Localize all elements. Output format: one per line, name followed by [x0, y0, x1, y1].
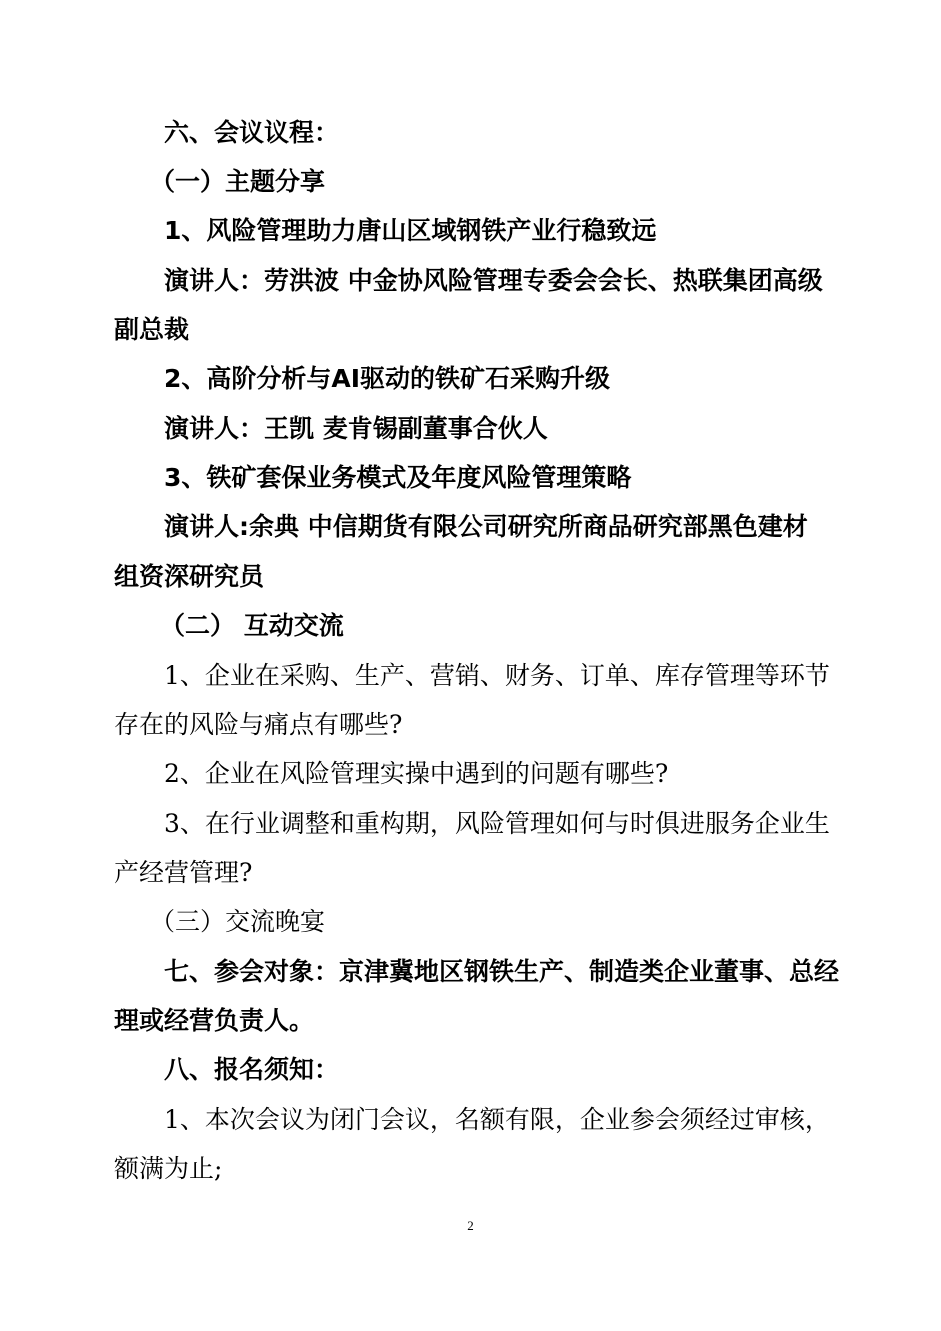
question-1-cont: 存在的风险与痛点有哪些? [114, 710, 403, 739]
topic-3-speaker-cont: 组资深研究员 [114, 562, 265, 591]
topic-2-speaker: 演讲人：王凯 麦肯锡副董事合伙人 [164, 414, 548, 443]
question-3: 3、在行业调整和重构期，风险管理如何与时俱进服务企业生 [164, 809, 830, 838]
topic-1-speaker-cont: 副总裁 [114, 315, 190, 344]
subsection-three-heading: （三）交流晚宴 [150, 907, 326, 936]
topic-1-speaker: 演讲人：劳洪波 中金协风险管理专委会会长、热联集团高级 [164, 266, 823, 295]
topic-1-title: 1、风险管理助力唐山区域钢铁产业行稳致远 [164, 216, 657, 245]
question-1: 1、企业在采购、生产、营销、财务、订单、库存管理等环节 [164, 661, 830, 690]
subsection-two-heading: （二） 互动交流 [160, 611, 344, 640]
subsection-one-heading: （一）主题分享 [150, 167, 326, 196]
notice-1-cont: 额满为止; [114, 1154, 223, 1183]
section-eight-heading: 八、报名须知： [164, 1055, 340, 1084]
topic-2-title: 2、高阶分析与AI驱动的铁矿石采购升级 [164, 364, 611, 393]
question-2: 2、企业在风险管理实操中遇到的问题有哪些? [164, 759, 669, 788]
section-six-heading: 六、会议议程： [164, 118, 340, 147]
section-seven-heading: 七、参会对象：京津冀地区钢铁生产、制造类企业董事、总经 [164, 957, 840, 986]
page-number: 2 [467, 1218, 474, 1233]
topic-3-title: 3、铁矿套保业务模式及年度风险管理策略 [164, 463, 632, 492]
topic-3-speaker: 演讲人:余典 中信期货有限公司研究所商品研究部黑色建材 [164, 512, 808, 541]
notice-1: 1、本次会议为闭门会议，名额有限，企业参会须经过审核， [164, 1105, 830, 1134]
section-seven-cont: 理或经营负责人。 [114, 1006, 315, 1035]
question-3-cont: 产经营管理? [114, 858, 253, 887]
